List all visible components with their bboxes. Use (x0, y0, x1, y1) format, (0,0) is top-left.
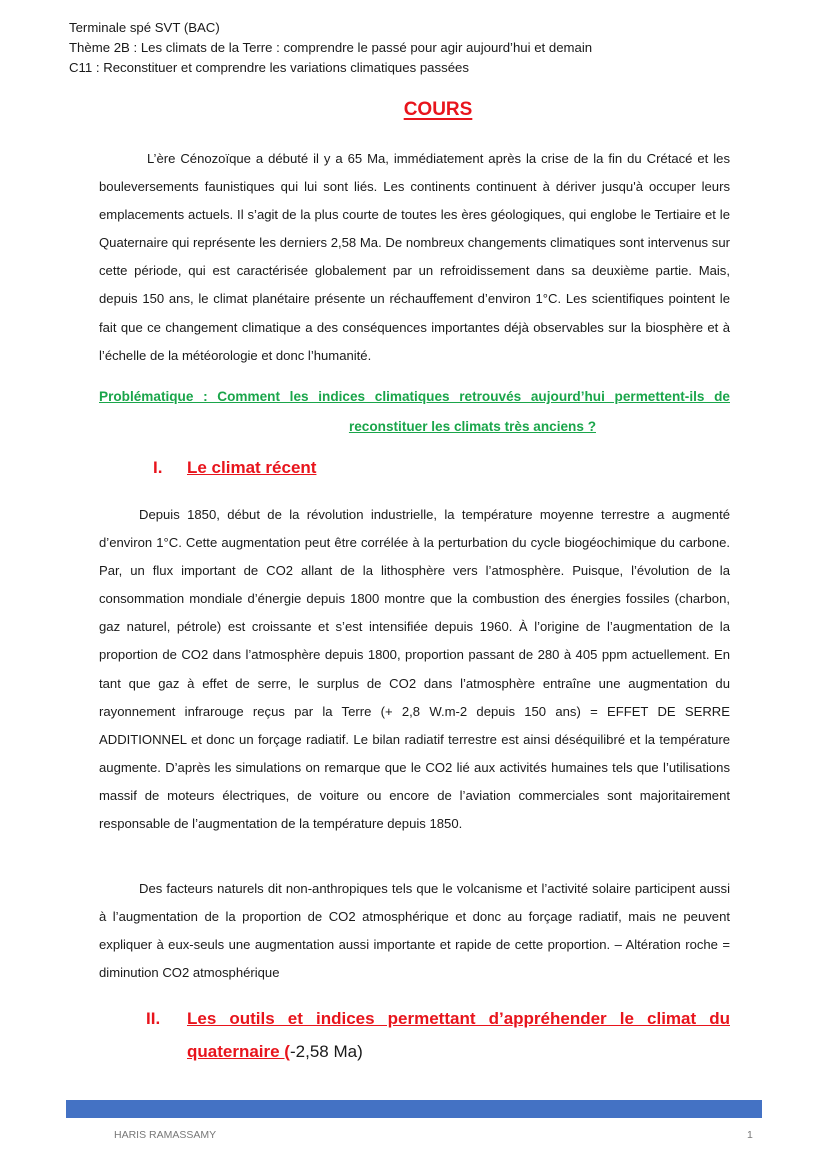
intro-paragraph (99, 145, 730, 370)
section-2-title-line-1: Les outils et indices permettant d’appréhender le climat du (187, 1009, 730, 1028)
problematique-line-1: Problématique : Comment les indices climatiques retrouvés aujourd’hui permettent-ils de (99, 389, 730, 404)
section-1-number: I. (153, 458, 163, 477)
section-2-heading (146, 1002, 730, 1068)
section-1-paragraph-2-text: Des facteurs naturels dit non-anthropiques tels que le volcanisme et l’activité solaire participent aussi à l’augmentation de la proportion de CO2 atmosphérique et donc au forçage radiatif, mais ne peuvent expliquer à eux-seuls une augmentation aussi importante et rapide de cette proportion. – Altération roche = diminution CO2 atmosphérique (99, 881, 730, 981)
section-1-paragraph-1 (99, 501, 730, 838)
section-1-paragraph-1-text: Depuis 1850, début de la révolution industrielle, la température moyenne terrestre a augmenté d’environ 1°C. Cette augmentation peut être corrélée à la perturbation du cycle biogéochimique du carbone. Par, un flux important de CO2 allant de la lithosphère vers l’atmosphère. Puisque, l’évolution de la consommation mondiale d’énergie depuis 1800 montre que la combustion des énergies fossiles (charbon, gaz naturel, pétrole) est croissante et s’est intensifiée depuis 1960. À l’origine de l’augmentation de la proportion de CO2 dans l’atmosphère depuis 1800, proportion passant de 280 à 405 ppm actuellement. En tant que gaz à effet de serre, le surplus de CO2 dans l’atmosphère entraîne une augmentation du rayonnement infrarouge reçus par la Terre (+ 2,8 W.m-2 depuis 150 ans) = EFFET DE SERRE ADDITIONNEL et donc un forçage radiatif. Le bilan radiatif terrestre est ainsi déséquilibré et la température augmente. D’après les simulations on remarque que le CO2 lié aux activités humaines tels que l’utilisations massif de moteurs électriques, de voiture ou encore de l’aviation commerciales sont majoritairement responsable de l’augmentation de la température depuis 1850. (99, 507, 730, 832)
header-chapter: C11 : Reconstituer et comprendre les variations climatiques passées (69, 60, 469, 75)
document-header (69, 18, 592, 78)
header-theme: Thème 2B : Les climats de la Terre : comprendre le passé pour agir aujourd’hui et demain (69, 40, 593, 55)
problematique (99, 382, 730, 442)
section-1-paragraph-2 (99, 875, 730, 987)
page-title: COURS (403, 99, 473, 120)
footer-bar (66, 1100, 762, 1118)
section-2-title-suffix: -2,58 Ma) (289, 1042, 363, 1061)
header-level: Terminale spé SVT (BAC) (69, 20, 220, 35)
page-number: 1 (747, 1129, 753, 1141)
intro-text: L’ère Cénozoïque a débuté il y a 65 Ma, immédiatement après la crise de la fin du Crétacé et les bouleversements faunistiques qui lui sont liés. Les continents continuent à dériver jusqu'à occuper leurs emplacements actuels. Il s’agit de la plus courte de toutes les ères géologiques, qui englobe le Tertiaire et le Quaternaire qui représente les derniers 2,58 Ma. De nombreux changements climatiques sont intervenus sur cette période, qui est caractérisée globalement par un refroidissement dans sa deuxième partie. Mais, depuis 150 ans, le climat planétaire présente un réchauffement d’environ 1°C. Les scientifiques pointent le fait que ce changement climatique a des conséquences importantes déjà observables sur la biosphère et à l’échelle de la météorologie et donc l’humanité. (99, 151, 730, 363)
section-2-title-line-2: quaternaire ( (187, 1042, 290, 1061)
problematique-line-2: reconstituer les climats très anciens ? (348, 419, 596, 434)
section-1-title: Le climat récent (187, 458, 317, 477)
section-2-number: II. (146, 1009, 161, 1028)
section-1-heading (153, 458, 316, 478)
footer-author: HARIS RAMASSAMY (114, 1129, 217, 1141)
